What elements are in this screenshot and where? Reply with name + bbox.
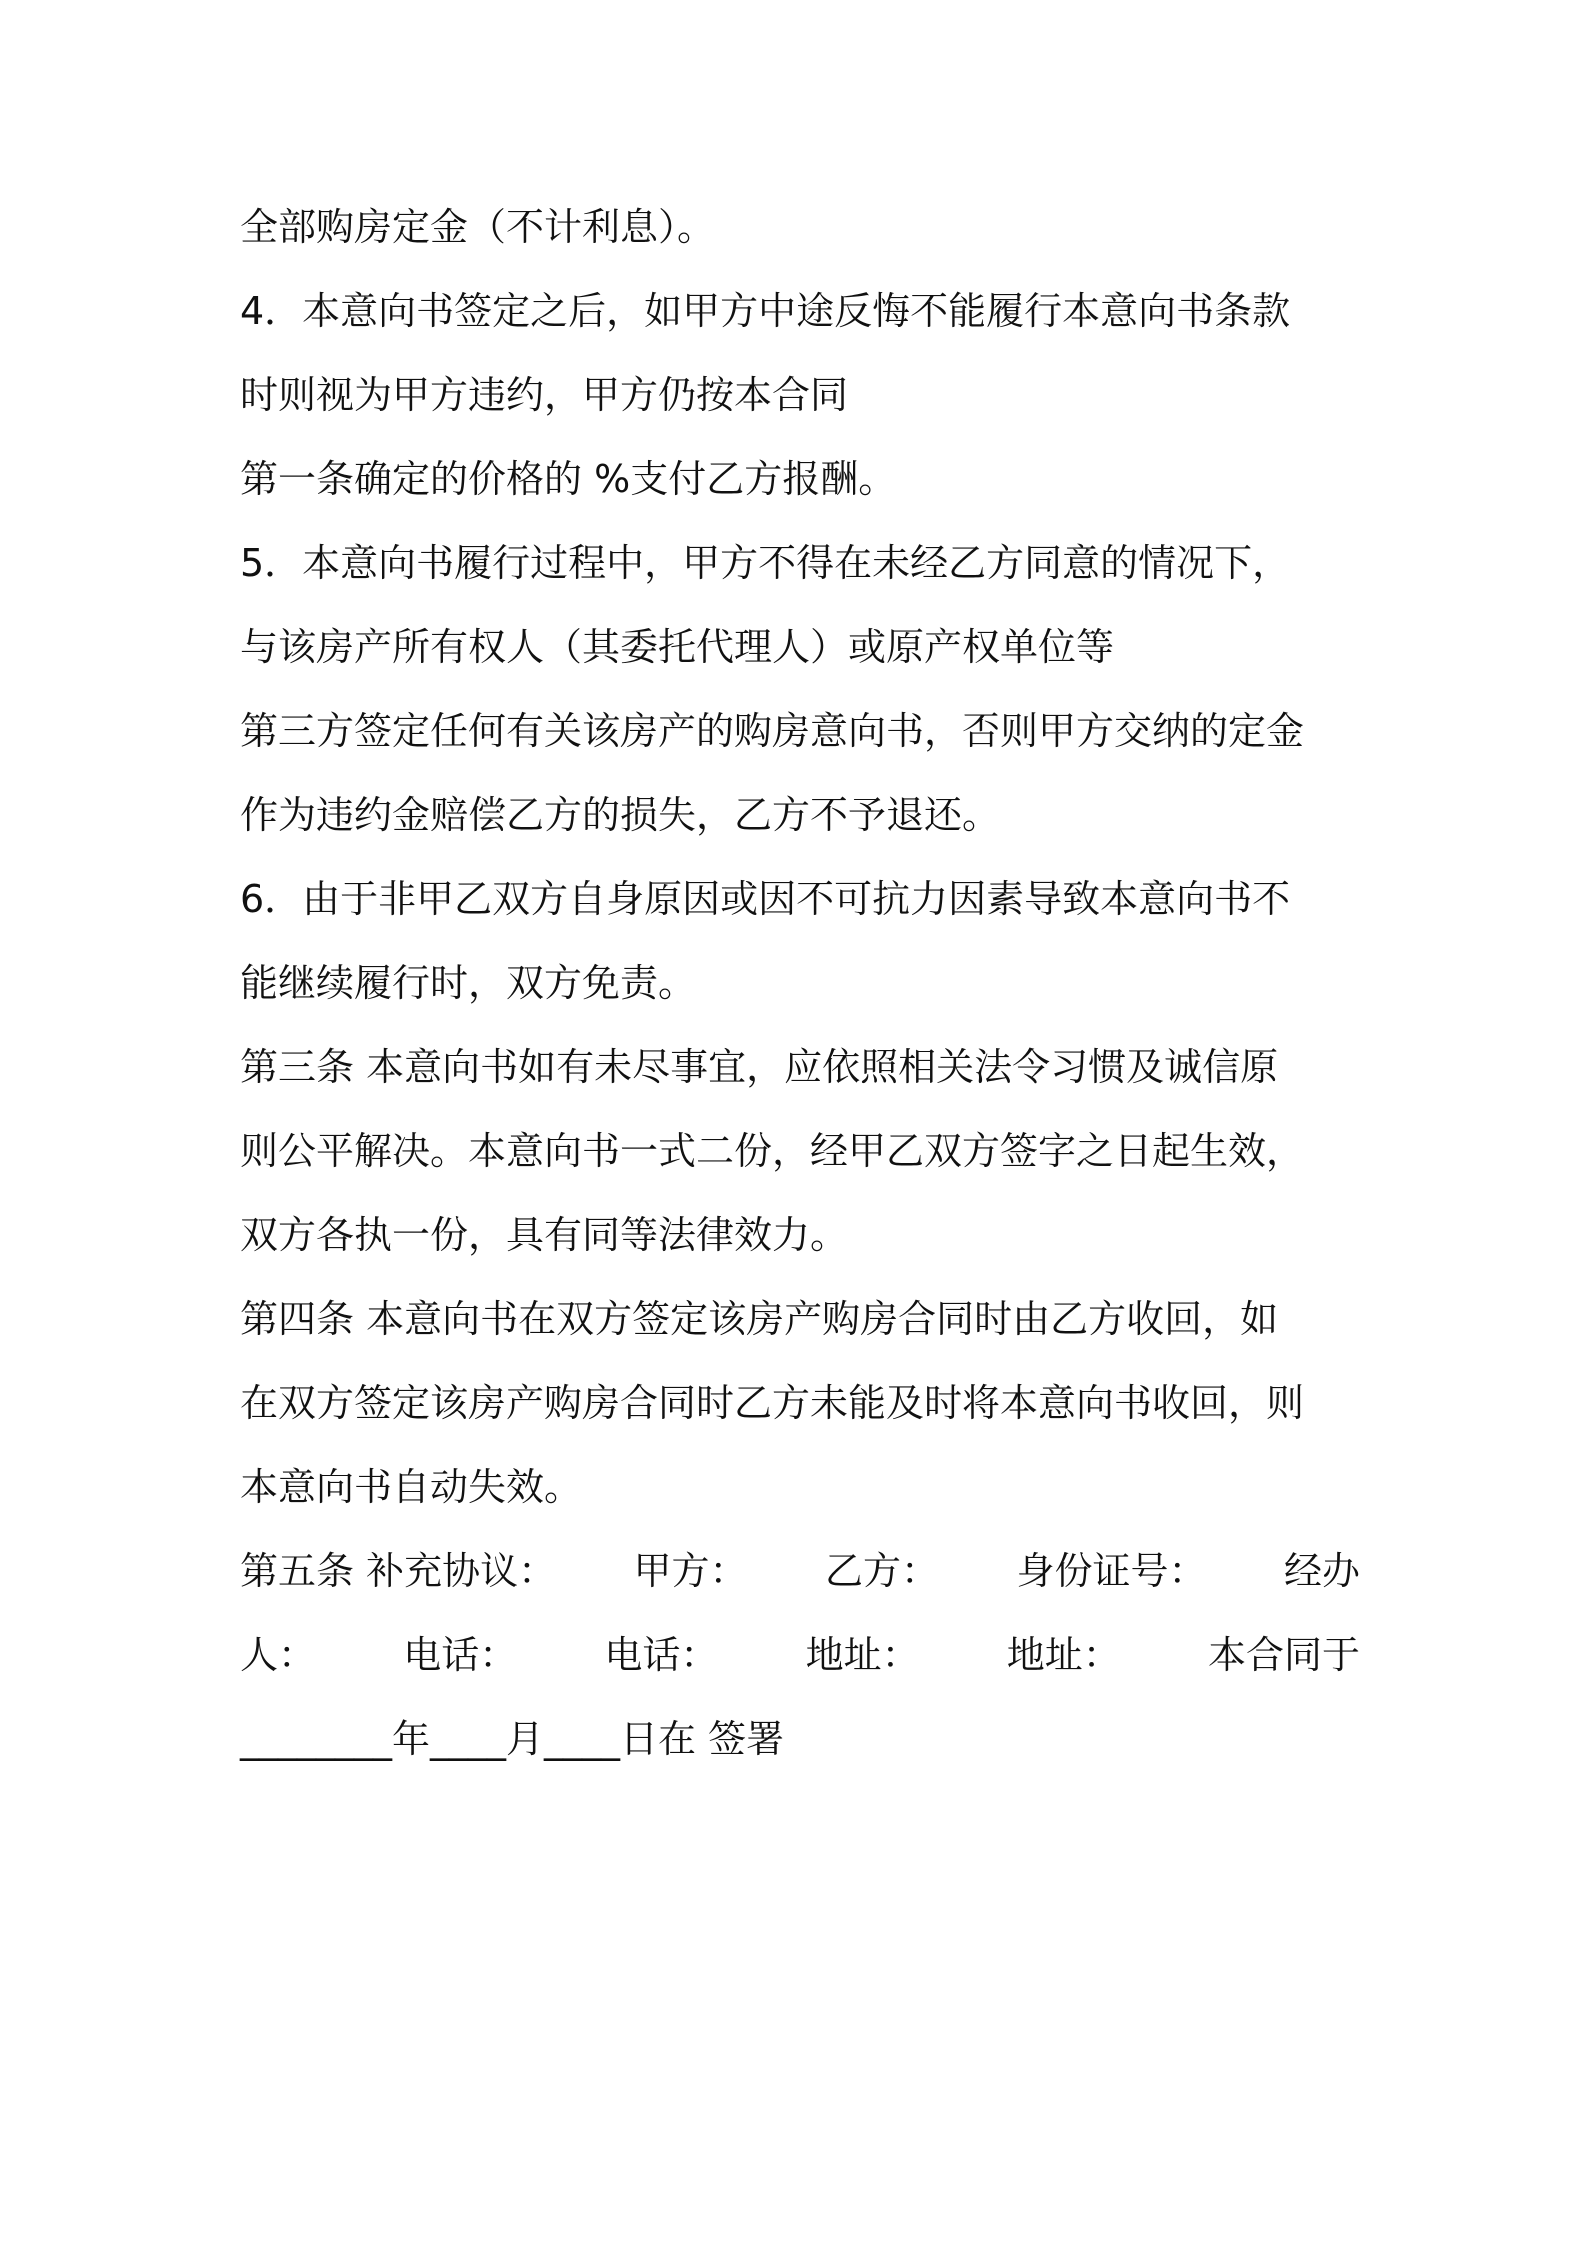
text-line: 第一条确定的价格的 %支付乙方报酬。: [240, 457, 897, 501]
party-b-label: 乙方：: [825, 1549, 940, 1593]
address-label-a: 地址：: [805, 1633, 920, 1677]
party-a-label: 甲方：: [633, 1549, 748, 1593]
text-line: 5．本意向书履行过程中，甲方不得在未经乙方同意的情况下，: [240, 541, 1291, 585]
text-line: 作为违约金赔偿乙方的损失，乙方不予退还。: [240, 793, 1001, 837]
text-line: 6．由于非甲乙双方自身原因或因不可抗力因素导致本意向书不: [240, 877, 1291, 921]
contact-fields-line: [240, 1632, 1360, 1678]
text-line: 能继续履行时，双方免责。: [240, 961, 697, 1005]
supplementary-agreement-label: 第五条 补充协议：: [240, 1549, 557, 1593]
phone-label-a: 电话：: [403, 1633, 518, 1677]
text-line: 则公平解决。本意向书一式二份，经甲乙双方签字之日起生效，: [240, 1129, 1305, 1173]
contract-date-intro: 本合同于: [1207, 1633, 1360, 1677]
handler-label-start: 经办: [1283, 1549, 1360, 1593]
text-line: 时则视为甲方违约，甲方仍按本合同: [240, 373, 849, 417]
text-line: 双方各执一份，具有同等法律效力。: [240, 1213, 849, 1257]
text-line: 4．本意向书签定之后，如甲方中途反悔不能履行本意向书条款: [240, 289, 1291, 333]
handler-label-end: 人：: [240, 1633, 317, 1677]
address-label-b: 地址：: [1006, 1633, 1121, 1677]
text-line: 与该房产所有权人（其委托代理人）或原产权单位等: [240, 625, 1115, 669]
signing-date-line: ________年____月____日在 签署: [240, 1717, 785, 1761]
text-line: 在双方签定该房产购房合同时乙方未能及时将本意向书收回，则: [240, 1381, 1305, 1425]
text-line: 第三方签定任何有关该房产的购房意向书，否则甲方交纳的定金: [240, 709, 1305, 753]
phone-label-b: 电话：: [604, 1633, 719, 1677]
id-number-label: 身份证号：: [1016, 1549, 1207, 1593]
text-line: 全部购房定金（不计利息）。: [240, 205, 716, 249]
text-line: 第四条 本意向书在双方签定该房产购房合同时由乙方收回，如: [240, 1297, 1279, 1341]
text-line: 第三条 本意向书如有未尽事宜，应依照相关法令习惯及诚信原: [240, 1045, 1279, 1089]
text-line: 本意向书自动失效。: [240, 1465, 583, 1509]
signature-fields-line: [240, 1548, 1360, 1594]
